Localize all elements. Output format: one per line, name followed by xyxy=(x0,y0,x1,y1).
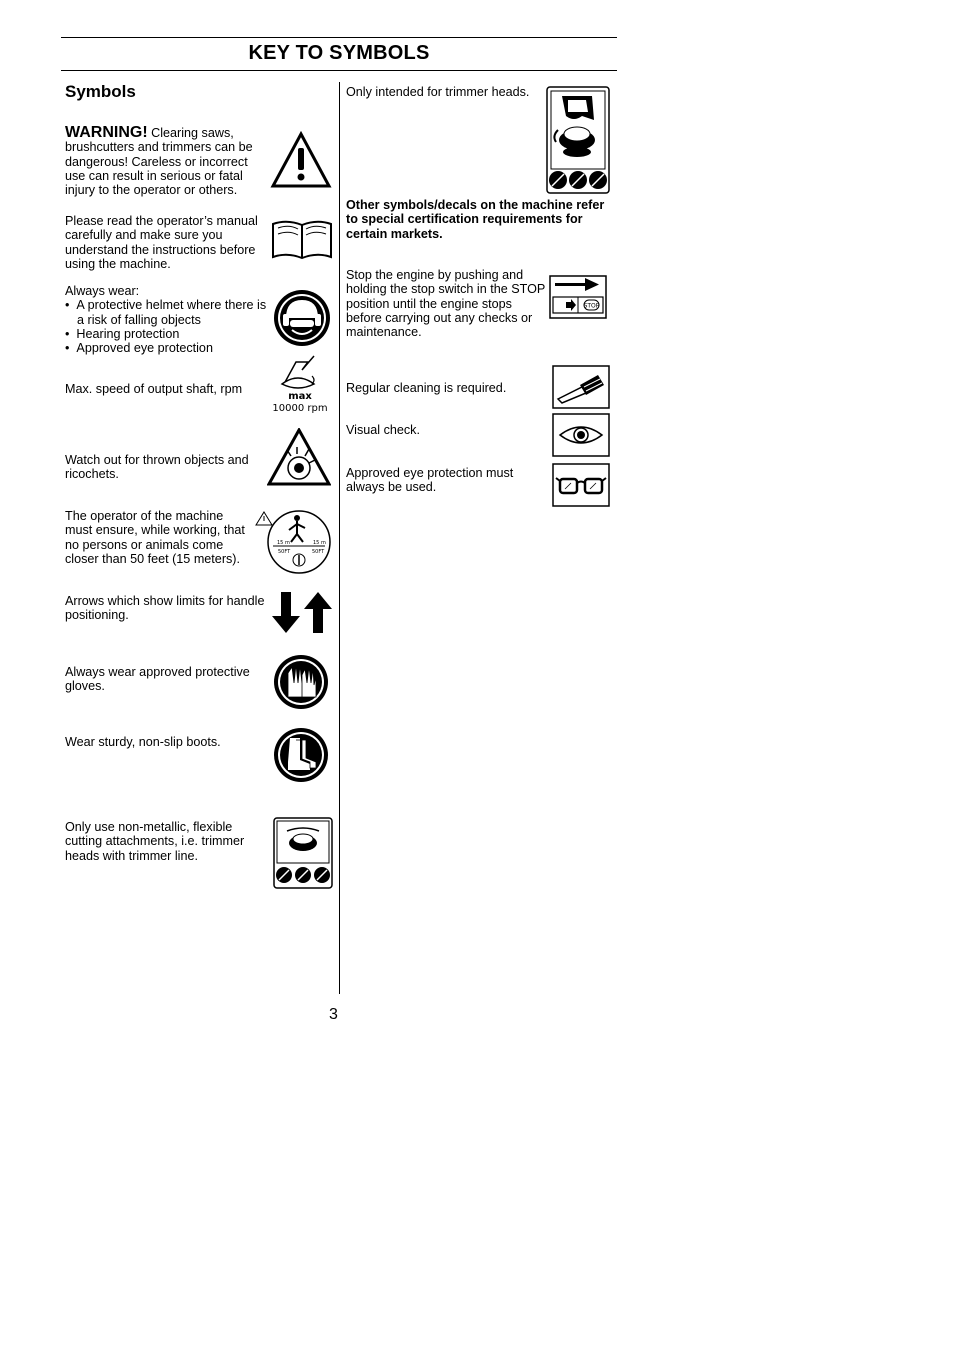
up-down-arrows-icon xyxy=(271,592,333,634)
warning-label: WARNING! xyxy=(65,124,148,141)
eye-protection-text: Approved eye protection must always be used. xyxy=(346,466,514,495)
non-metallic-text: Only use non-metallic, flexible cutting attachments, i.e. trimmer heads with trimmer line. xyxy=(65,820,245,863)
always-wear-text xyxy=(65,284,270,355)
trimmer-head-icon xyxy=(268,354,332,392)
eye-icon xyxy=(552,413,610,457)
max-speed-text: Max. speed of output shaft, rpm xyxy=(65,382,243,396)
boots-text: Wear sturdy, non-slip boots. xyxy=(65,735,221,749)
list-item: • A protective helmet where there is a risk of falling objects xyxy=(65,298,267,327)
always-wear-intro: Always wear: xyxy=(65,284,140,298)
column-divider xyxy=(339,82,340,994)
helmet-ear-eye-protection-icon xyxy=(272,288,332,348)
page-number: 3 xyxy=(329,1006,338,1023)
stop-switch-icon xyxy=(549,275,607,319)
list-item: • Hearing protection xyxy=(65,326,180,341)
manual-text: Please read the operator’s manual carefully and make sure you understand the instructions before using the machine. xyxy=(65,214,258,271)
header-top-rule xyxy=(61,37,617,38)
trimmer-heads-text: Only intended for trimmer heads. xyxy=(346,85,530,99)
header-bottom-rule xyxy=(61,70,617,71)
max-speed-icon xyxy=(268,354,332,415)
distance-left-m: 15 m xyxy=(277,540,290,546)
page-title: KEY TO SYMBOLS xyxy=(248,42,430,64)
warning-body: Clearing saws, brushcutters and trimmers can be dangerous! Careless or incorrect use can result in serious or fatal injury to the operator or others. xyxy=(65,126,253,198)
trimmer-head-only-icon xyxy=(546,86,610,194)
boots-icon xyxy=(272,726,330,784)
visual-check-text: Visual check. xyxy=(346,423,420,437)
distance-left-ft: 50FT xyxy=(278,549,291,555)
list-item: • Approved eye protection xyxy=(65,341,213,356)
warning-text xyxy=(65,126,270,197)
thrown-objects-icon xyxy=(267,428,331,486)
safety-distance-icon xyxy=(255,510,333,574)
warning-triangle-icon xyxy=(270,131,332,189)
rpm-label: 10000 rpm xyxy=(272,403,328,414)
glasses-icon xyxy=(552,463,610,507)
safety-distance-text: The operator of the machine must ensure, while working, that no persons or animals come closer than 50 feet (15 meters). xyxy=(65,509,245,566)
cleaning-text: Regular cleaning is required. xyxy=(346,381,507,395)
thrown-objects-text: Watch out for thrown objects and ricochets. xyxy=(65,453,249,482)
stop-icon-label: STOP xyxy=(583,302,600,310)
gloves-icon xyxy=(272,653,330,711)
other-symbols-text: Other symbols/decals on the machine refer to special certification requirements for certain markets. xyxy=(346,198,605,241)
distance-right-m: 15 m xyxy=(313,540,326,546)
distance-right-ft: 50FT xyxy=(312,549,325,555)
section-title: Symbols xyxy=(65,82,136,101)
book-icon xyxy=(270,218,334,260)
max-label: max xyxy=(288,391,312,402)
non-metallic-attachment-icon xyxy=(273,817,333,889)
gloves-text: Always wear approved protective gloves. xyxy=(65,665,250,694)
brush-icon xyxy=(552,365,610,409)
handle-arrows-text: Arrows which show limits for handle positioning. xyxy=(65,594,265,623)
stop-engine-text: Stop the engine by pushing and holding the stop switch in the STOP position until the engine stops before carrying out any checks or maintenance. xyxy=(346,268,546,340)
